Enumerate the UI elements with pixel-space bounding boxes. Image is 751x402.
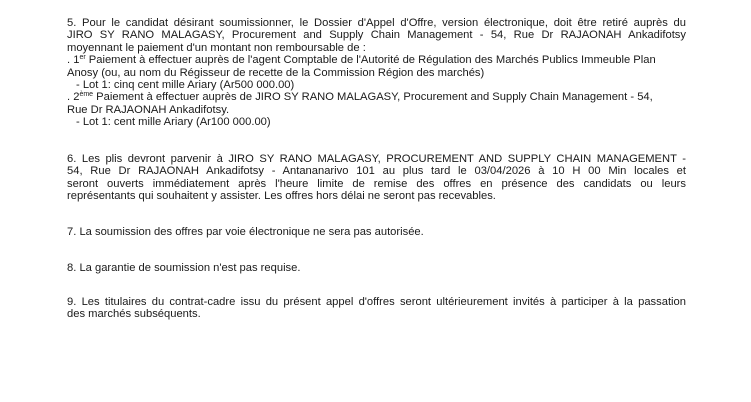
section-5-payment-2-continued: Rue Dr RAJAONAH Ankadifotsy. [67, 103, 230, 116]
section-9-line-2: des marchés subséquents. [67, 308, 201, 321]
section-5-line-1: 5. Pour le candidat désirant soumissionner, le Dossier d'Appel d'Offre, version électronique, doit être retiré auprès du [67, 17, 686, 29]
section-6-line-1: 6. Les plis devront parvenir à JIRO SY RANO MALAGASY, PROCUREMENT AND SUPPLY CHAIN MANAGEMENT - [67, 153, 686, 165]
section-6-submission-deadline [67, 153, 686, 203]
section-5-line-3: moyennant le paiement d'un montant non remboursable de : [67, 41, 366, 54]
section-5-withdrawal-of-tender-documents [67, 17, 686, 129]
section-9-framework-contract [67, 296, 686, 321]
section-7-electronic-submission [67, 226, 686, 238]
payment-1-text: Paiement à effectuer auprès de l'agent Comptable de l'Autorité de Régulation des Marchés Publics Immeuble Plan [85, 54, 656, 67]
section-6-line-4: représentants qui souhaitent y assister. Les offres hors délai ne seront pas recevables. [67, 190, 496, 203]
section-6-line-2: 54, Rue Dr RAJAONAH Ankadifotsy - Antananarivo 101 au plus tard le 03/04/2026 à 10 H 00 Min locales et [67, 165, 686, 178]
payment-2-ordinal: ème [79, 91, 94, 99]
payment-2-text: Paiement à effectuer auprès de JIRO SY RANO MALAGASY, Procurement and Supply Chain Management - 54, [93, 91, 653, 104]
section-5-line-2: JIRO SY RANO MALAGASY, Procurement and Supply Chain Management - 54, Rue Dr RAJAONAH Ankadifotsy [67, 29, 686, 42]
section-5-payment-1 [67, 54, 686, 66]
section-5-payment-1-lot: - Lot 1: cinq cent mille Ariary (Ar500 000.00) [76, 79, 295, 92]
payment-2-prefix: . 2 [67, 91, 80, 104]
section-9-line-1: 9. Les titulaires du contrat-cadre issu du présent appel d'offres seront ultérieurement invités à participer à la passation [67, 296, 686, 308]
section-8-bid-guarantee [67, 262, 686, 274]
section-7-line-1: 7. La soumission des offres par voie électronique ne sera pas autorisée. [67, 226, 424, 238]
section-5-payment-1-continued: Anosy (ou, au nom du Régisseur de recette de la Commission Région des marchés) [67, 66, 485, 79]
section-8-line-1: 8. La garantie de soumission n'est pas requise. [67, 262, 301, 274]
section-6-line-3: seront ouverts immédiatement après l'heure limite de remise des offres en présence des candidats ou leurs [67, 177, 686, 190]
section-5-payment-2 [67, 91, 686, 103]
payment-1-ordinal: er [79, 54, 86, 62]
section-5-payment-2-lot: - Lot 1: cent mille Ariary (Ar100 000.00) [76, 116, 271, 129]
payment-1-prefix: . 1 [67, 54, 80, 67]
